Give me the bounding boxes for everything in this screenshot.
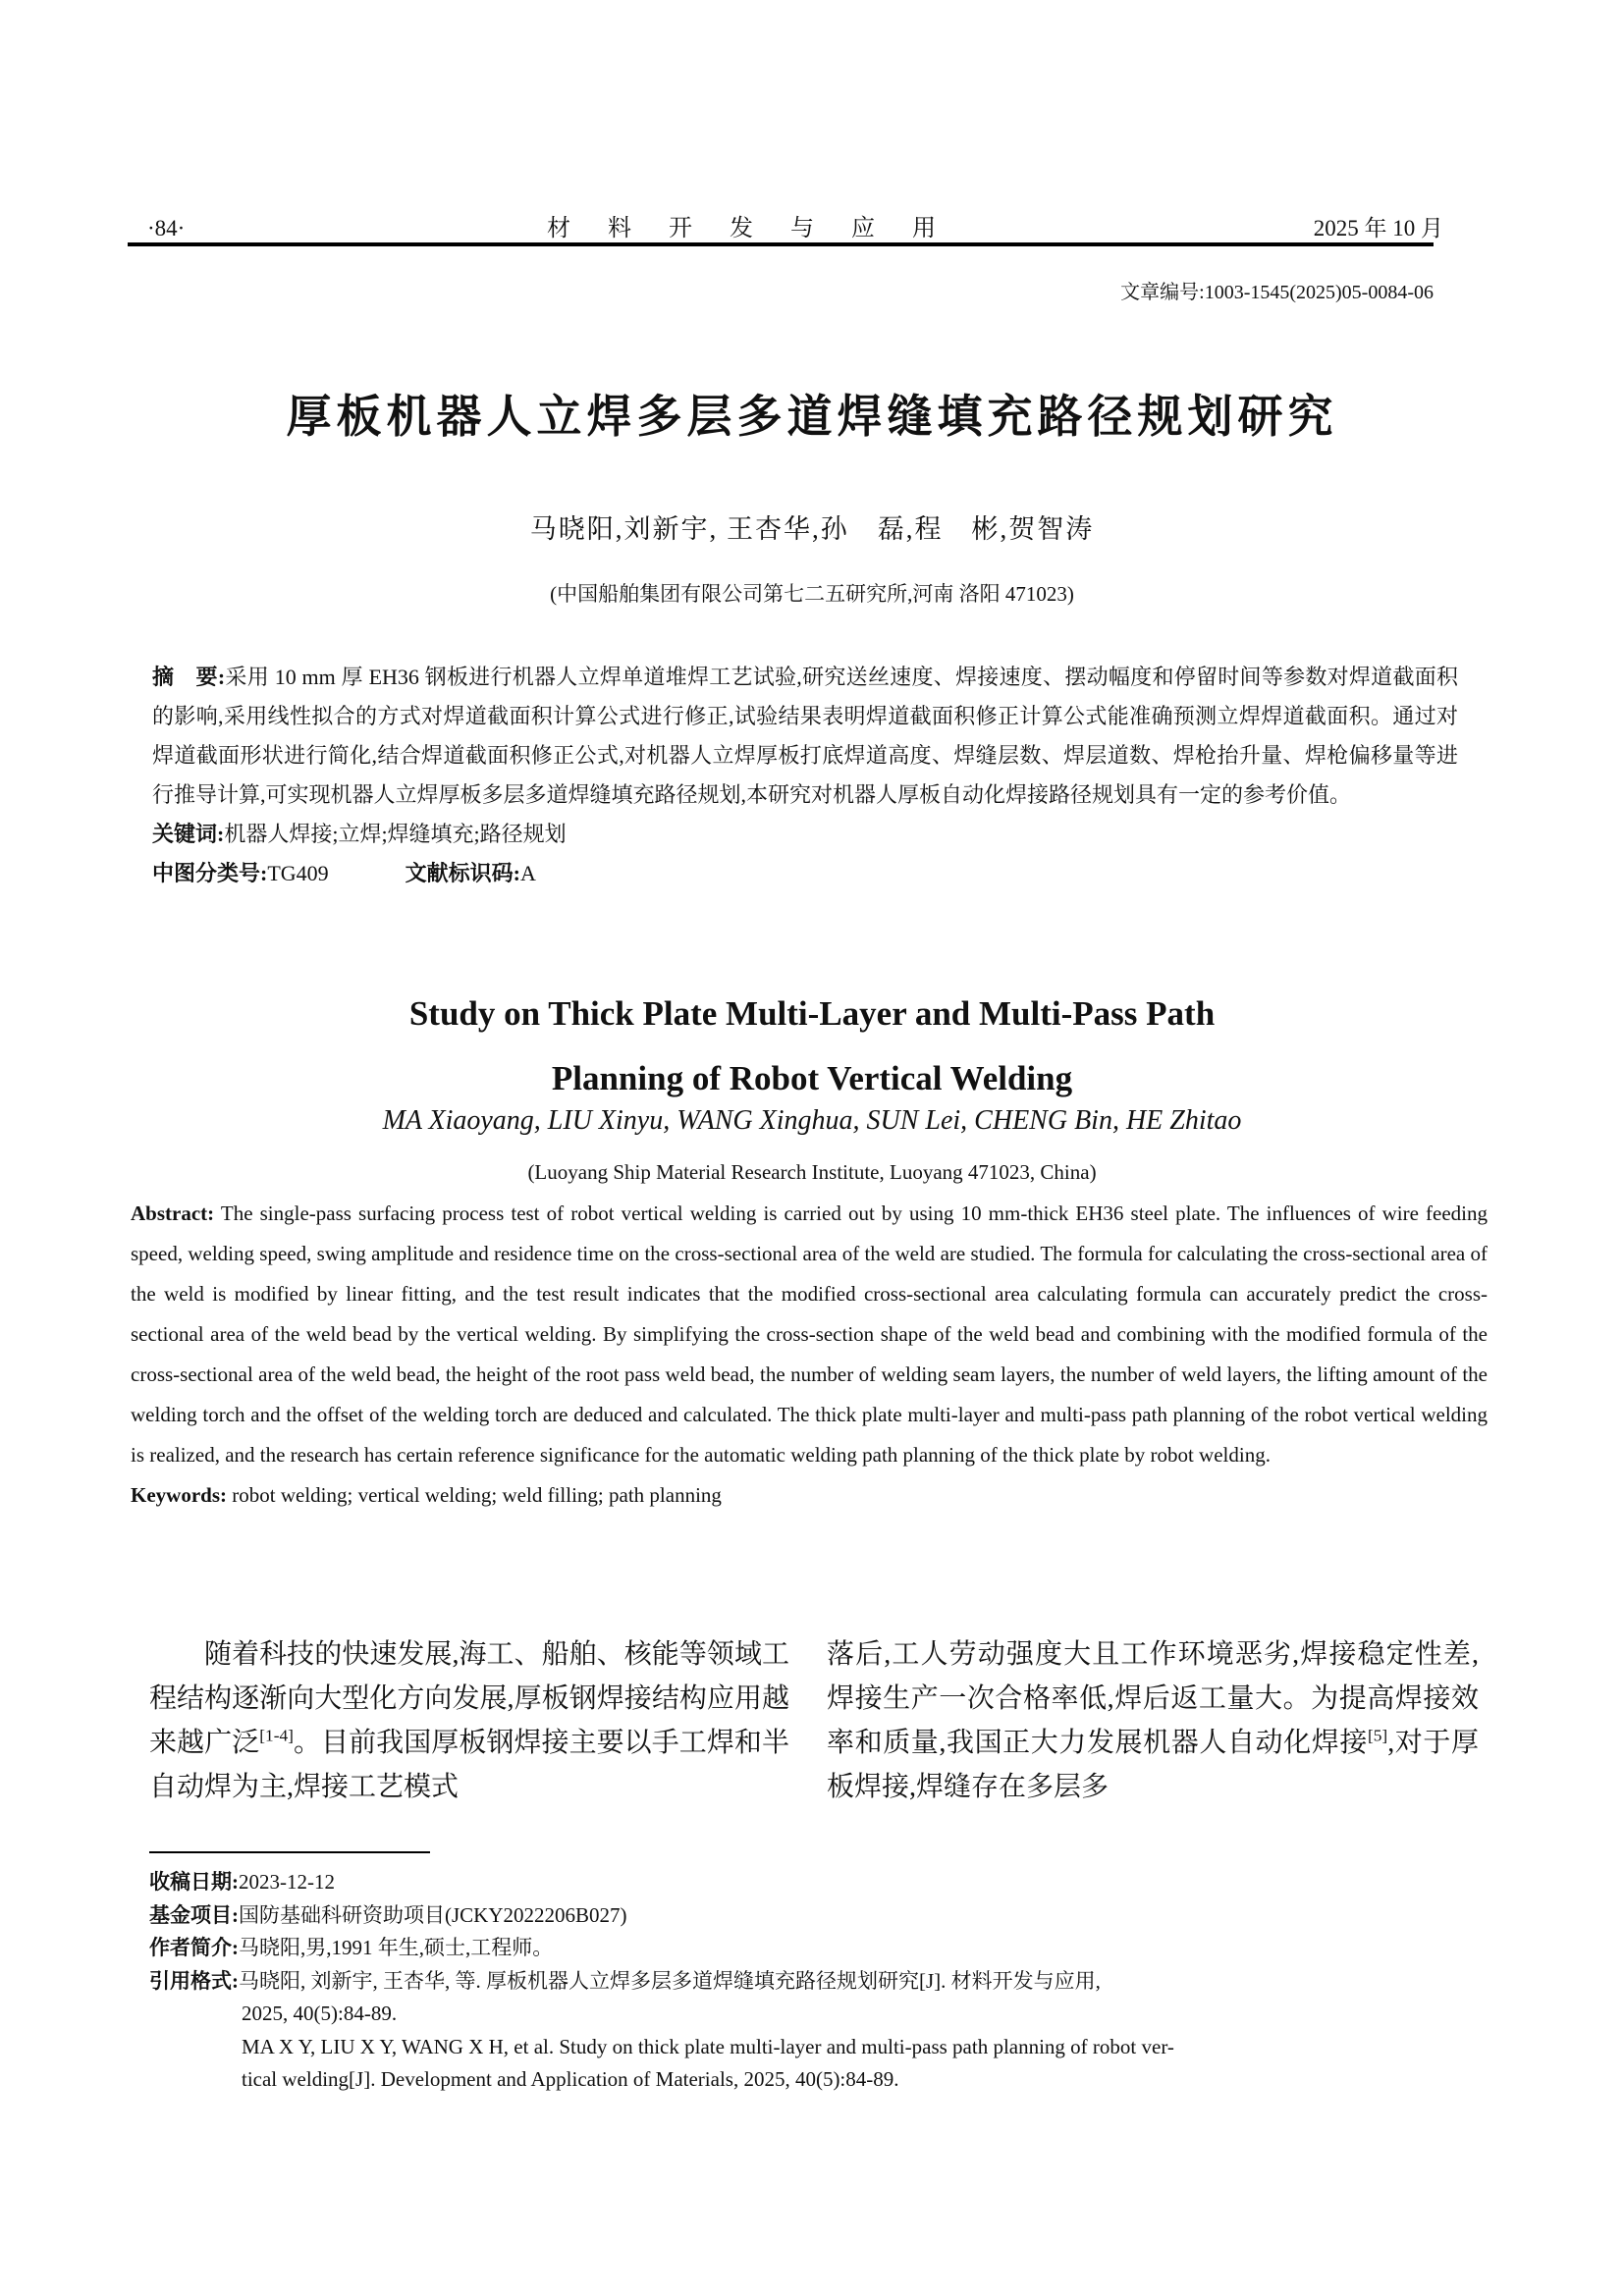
- clc-label: 中图分类号:: [152, 861, 268, 885]
- abstract-en: [131, 1194, 1488, 1475]
- abstract-block-en: [131, 1194, 1488, 1516]
- affiliation-cn: (中国船舶集团有限公司第七二五研究所,河南 洛阳 471023): [550, 582, 1074, 606]
- abstract-label-cn: 摘 要:: [152, 665, 226, 689]
- cite-label: 引用格式:: [149, 1968, 239, 1993]
- footnote-rule: [149, 1851, 430, 1853]
- body-left-text: 随着科技的快速发展,海工、船舶、核能等领域工程结构逐渐向大型化方向发展,厚板钢焊接结构应用越来越广泛: [149, 1639, 789, 1758]
- abstract-block-cn: [152, 658, 1458, 893]
- header-rule: [128, 242, 1434, 246]
- cite-cn-line1: 马晓阳, 刘新宇, 王杏华, 等. 厚板机器人立焊多层多道焊缝填充路径规划研究[J]. 材料开发与应用,: [239, 1968, 1101, 1993]
- body-column-right: [827, 1632, 1479, 1809]
- article-title-cn: 厚板机器人立焊多层多道焊缝填充路径规划研究: [286, 392, 1338, 442]
- issue-date: 2025 年 10 月: [1313, 216, 1443, 240]
- page-number: ·84·: [147, 216, 186, 240]
- body-right-text: 落后,工人劳动强度大且工作环境恶劣,焊接稳定性差,焊接生产一次合格率低,焊后返工量大。为提高焊接效率和质量,我国正大力发展机器人自动化焊接: [827, 1639, 1479, 1758]
- article-number: 文章编号:1003-1545(2025)05-0084-06: [1120, 282, 1434, 303]
- body-column-left: [149, 1632, 789, 1809]
- citation-line-cn-2: 2025, 40(5):84-89.: [242, 2002, 398, 2025]
- body-right-text-after: ,对于厚板焊接,焊缝存在多层多: [827, 1728, 1479, 1802]
- authors-en: MA Xiaoyang, LIU Xinyu, WANG Xinghua, SUN Lei, CHENG Bin, HE Zhitao: [382, 1105, 1242, 1136]
- authors-cn: 马晓阳,刘新宇, 王杏华,孙 磊,程 彬,贺智涛: [529, 514, 1095, 544]
- citation-line-en-2: tical welding[J]. Development and Application of Materials, 2025, 40(5):84-89.: [242, 2067, 899, 2091]
- footnotes: [149, 1866, 1494, 2097]
- doc-code-value: A: [519, 861, 536, 885]
- citation-line-cn-1: [149, 1965, 1494, 1999]
- received-value: 2023-12-12: [239, 1870, 335, 1894]
- body-left-text-after: 。目前我国厚板钢焊接主要以手工焊和半自动焊为主,焊接工艺模式: [149, 1728, 789, 1802]
- bio-label: 作者简介:: [149, 1936, 239, 1959]
- keywords-text-cn: 机器人焊接;立焊;焊缝填充;路径规划: [224, 822, 567, 846]
- abstract-text-en: The single-pass surfacing process test of robot vertical welding is carried out by using 10 mm-thick EH36 steel plate. The influences of wire feeding speed, welding speed, swing amplitude and residence time on the cross-sectional area of the weld are studied. The formula for calculating the cross-sectional area of the weld is modified by linear fitting, and the test result indicates that the modified cross-sectional area calculating formula can accurately predict the cross-sectional area of the weld bead by the vertical welding. By simplifying the cross-section shape of the weld bead and combining with the modified formula of the cross-sectional area of the weld bead, the height of the root pass weld bead, the number of welding seam layers, the number of weld layers, the lifting amount of the welding torch and the offset of the welding torch are deduced and calculated. The thick plate multi-layer and multi-pass path planning of the robot vertical welding is realized, and the research has certain reference significance for the automatic welding path planning of the thick plate by robot welding.: [131, 1201, 1489, 1467]
- received-label: 收稿日期:: [149, 1870, 239, 1894]
- keywords-label-cn: 关键词:: [152, 822, 225, 846]
- abstract-cn: [152, 658, 1458, 815]
- citation-ref-5: [5]: [1367, 1726, 1388, 1745]
- keywords-label-en: Keywords:: [131, 1483, 227, 1507]
- keywords-text-en: robot welding; vertical welding; weld filling; path planning: [232, 1483, 722, 1507]
- keywords-en: [131, 1475, 1488, 1516]
- fund-label: 基金项目:: [149, 1902, 239, 1927]
- citation-line-en-1: MA X Y, LIU X Y, WANG X H, et al. Study on thick plate multi-layer and multi-pass path planning of robot ver-: [242, 2034, 1174, 2058]
- affiliation-en: (Luoyang Ship Material Research Institute, Luoyang 471023, China): [527, 1160, 1097, 1184]
- clc-value: TG409: [267, 861, 329, 885]
- article-title-en: [0, 982, 1624, 1111]
- abstract-label-en: Abstract:: [131, 1201, 215, 1225]
- clc-line: [152, 854, 1458, 893]
- received-date-line: [149, 1866, 1494, 1899]
- fund-value: 国防基础科研资助项目(JCKY2022206B027): [239, 1902, 627, 1927]
- article-title-en-line2: Planning of Robot Vertical Welding: [551, 1059, 1073, 1097]
- citation-ref-1-4: [1-4]: [259, 1726, 294, 1745]
- article-title-en-line1: Study on Thick Plate Multi-Layer and Multi-Pass Path: [408, 994, 1216, 1033]
- bio-value: 马晓阳,男,1991 年生,硕士,工程师。: [239, 1936, 554, 1959]
- fund-line: [149, 1899, 1494, 1933]
- journal-title: 材 料 开 发 与 应 用: [547, 216, 952, 241]
- doc-code-label: 文献标识码:: [405, 861, 520, 885]
- running-head: [147, 208, 1443, 242]
- author-bio-line: [149, 1932, 1494, 1965]
- keywords-cn: [152, 815, 1458, 854]
- abstract-text-cn: 采用 10 mm 厚 EH36 钢板进行机器人立焊单道堆焊工艺试验,研究送丝速度、焊接速度、摆动幅度和停留时间等参数对焊道截面积的影响,采用线性拟合的方式对焊道截面积计算公式进行修正,试验结果表明焊道截面积修正计算公式能准确预测立焊焊道截面积。通过对焊道截面形状进行简化,结合焊道截面积修正公式,对机器人立焊厚板打底焊道高度、焊缝层数、焊层道数、焊枪抬升量、焊枪偏移量等进行推导计算,可实现机器人立焊厚板多层多道焊缝填充路径规划,本研究对机器人厚板自动化焊接路径规划具有一定的参考价值。: [152, 665, 1459, 807]
